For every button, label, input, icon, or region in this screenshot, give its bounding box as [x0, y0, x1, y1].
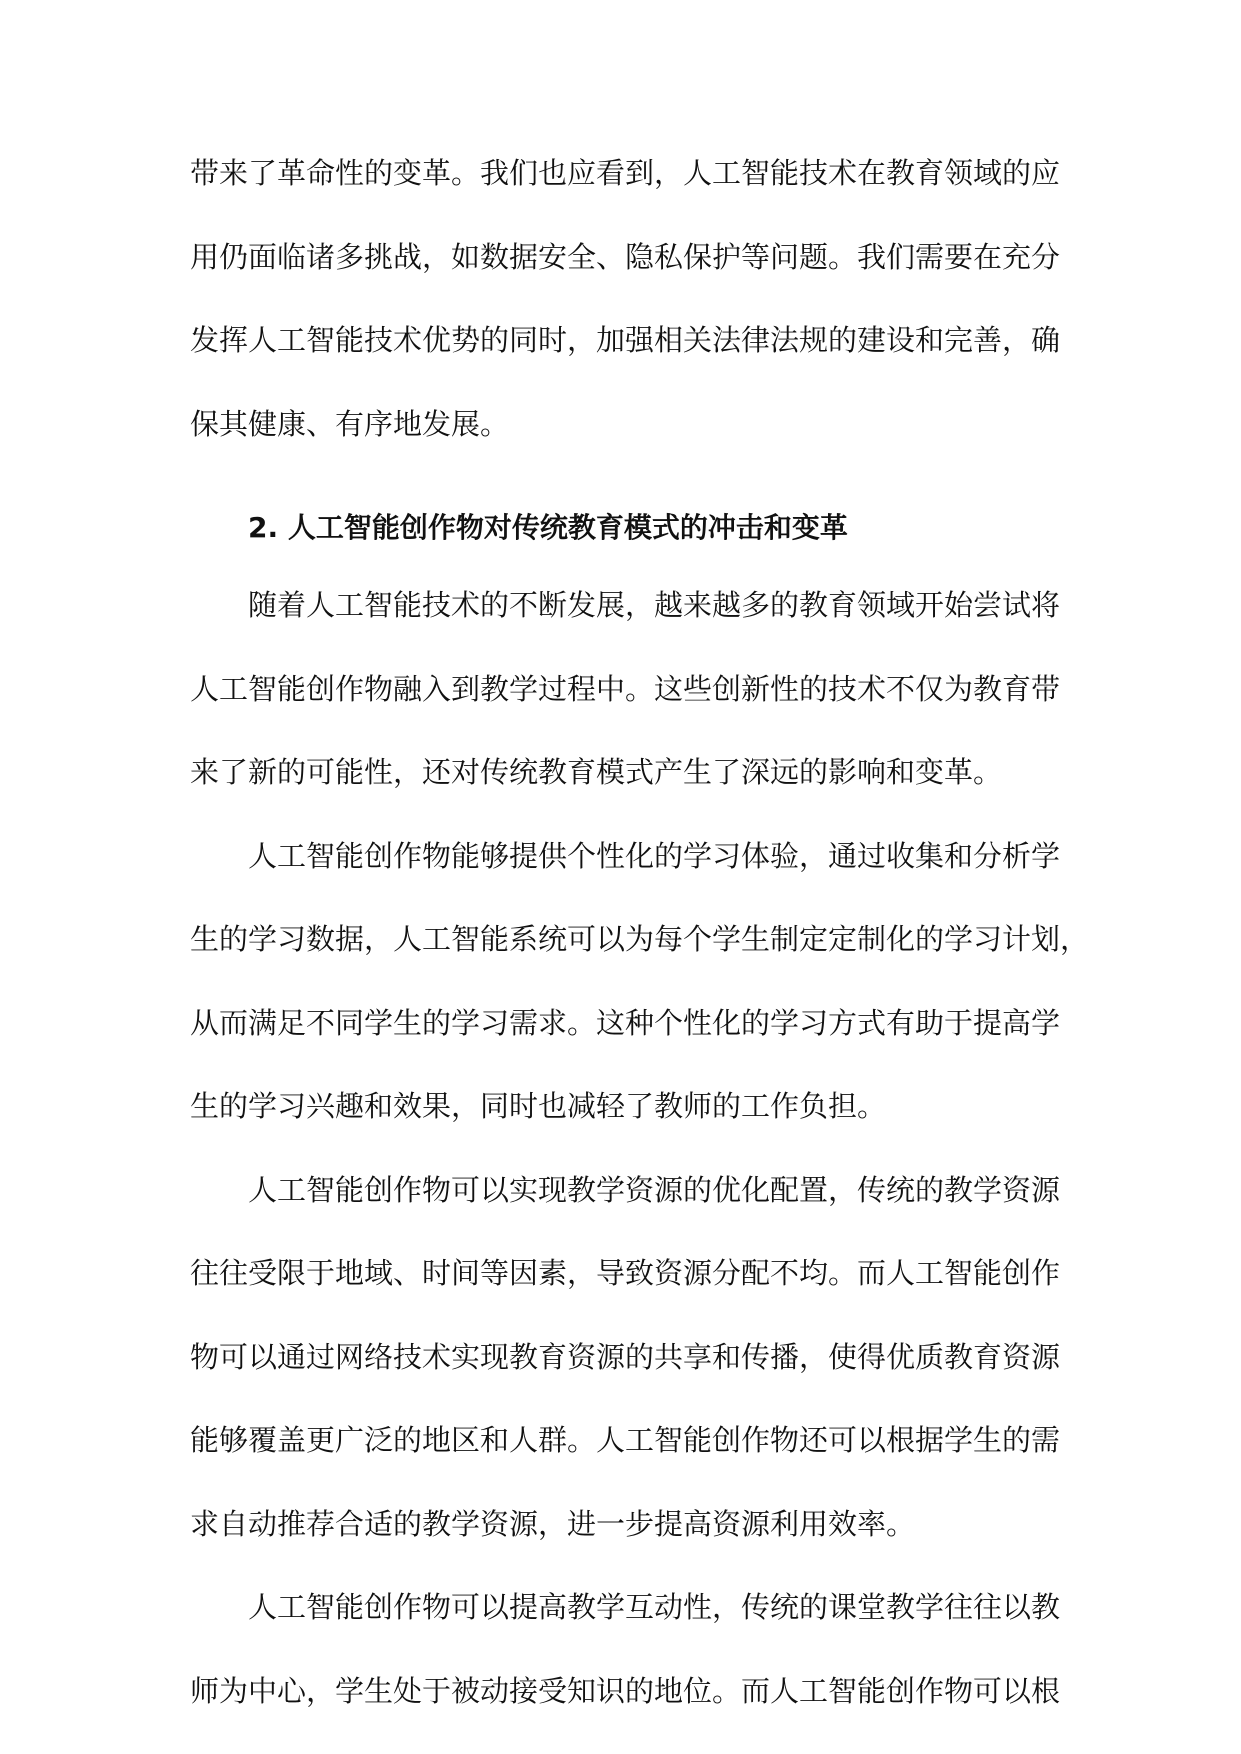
paragraph — [190, 145, 1060, 479]
text-line: 从而满足不同学生的学习需求。这种个性化的学习方式有助于提高学 — [190, 1005, 1061, 1040]
text-line: 来了新的可能性，还对传统教育模式产生了深远的影响和变革。 — [190, 755, 1003, 789]
text-line: 求自动推荐合适的教学资源，进一步提高资源利用效率。 — [190, 1506, 916, 1541]
text-line: 随着人工智能技术的不断发展，越来越多的教育领域开始尝试将 — [248, 588, 1061, 622]
section-heading: 2. 人工智能创作物对传统教育模式的冲击和变革 — [248, 511, 848, 544]
text-line: 生的学习数据，人工智能系统可以为每个学生制定定制化的学习计划， — [190, 922, 1090, 956]
text-line: 师为中心，学生处于被动接受知识的地位。而人工智能创作物可以根 — [190, 1673, 1061, 1708]
text-line: 保其健康、有序地发展。 — [190, 406, 510, 441]
text-line: 人工智能创作物可以提高教学互动性，传统的课堂教学往往以教 — [248, 1590, 1061, 1624]
paragraph — [190, 1162, 1060, 1580]
text-line: 能够覆盖更广泛的地区和人群。人工智能创作物还可以根据学生的需 — [190, 1423, 1061, 1457]
paragraph — [190, 828, 1090, 1162]
text-line: 发挥人工智能技术优势的同时，加强相关法律法规的建设和完善，确 — [190, 323, 1061, 357]
text-line: 用仍面临诸多挑战，如数据安全、隐私保护等问题。我们需要在充分 — [190, 239, 1061, 274]
text-line: 物可以通过网络技术实现教育资源的共享和传播，使得优质教育资源 — [190, 1339, 1061, 1374]
text-line: 人工智能创作物能够提供个性化的学习体验，通过收集和分析学 — [248, 838, 1061, 873]
text-line: 人工智能创作物可以实现教学资源的优化配置，传统的教学资源 — [248, 1172, 1061, 1207]
text-line: 带来了革命性的变革。我们也应看到，人工智能技术在教育领域的应 — [190, 156, 1061, 190]
text-line: 生的学习兴趣和效果，同时也减轻了教师的工作负担。 — [190, 1089, 887, 1123]
document-body — [190, 145, 1090, 1746]
text-line: 往往受限于地域、时间等因素，导致资源分配不均。而人工智能创作 — [190, 1256, 1061, 1290]
paragraph — [190, 1579, 1060, 1746]
text-line: 人工智能创作物融入到教学过程中。这些创新性的技术不仅为教育带 — [190, 671, 1061, 706]
paragraph — [190, 577, 1060, 828]
